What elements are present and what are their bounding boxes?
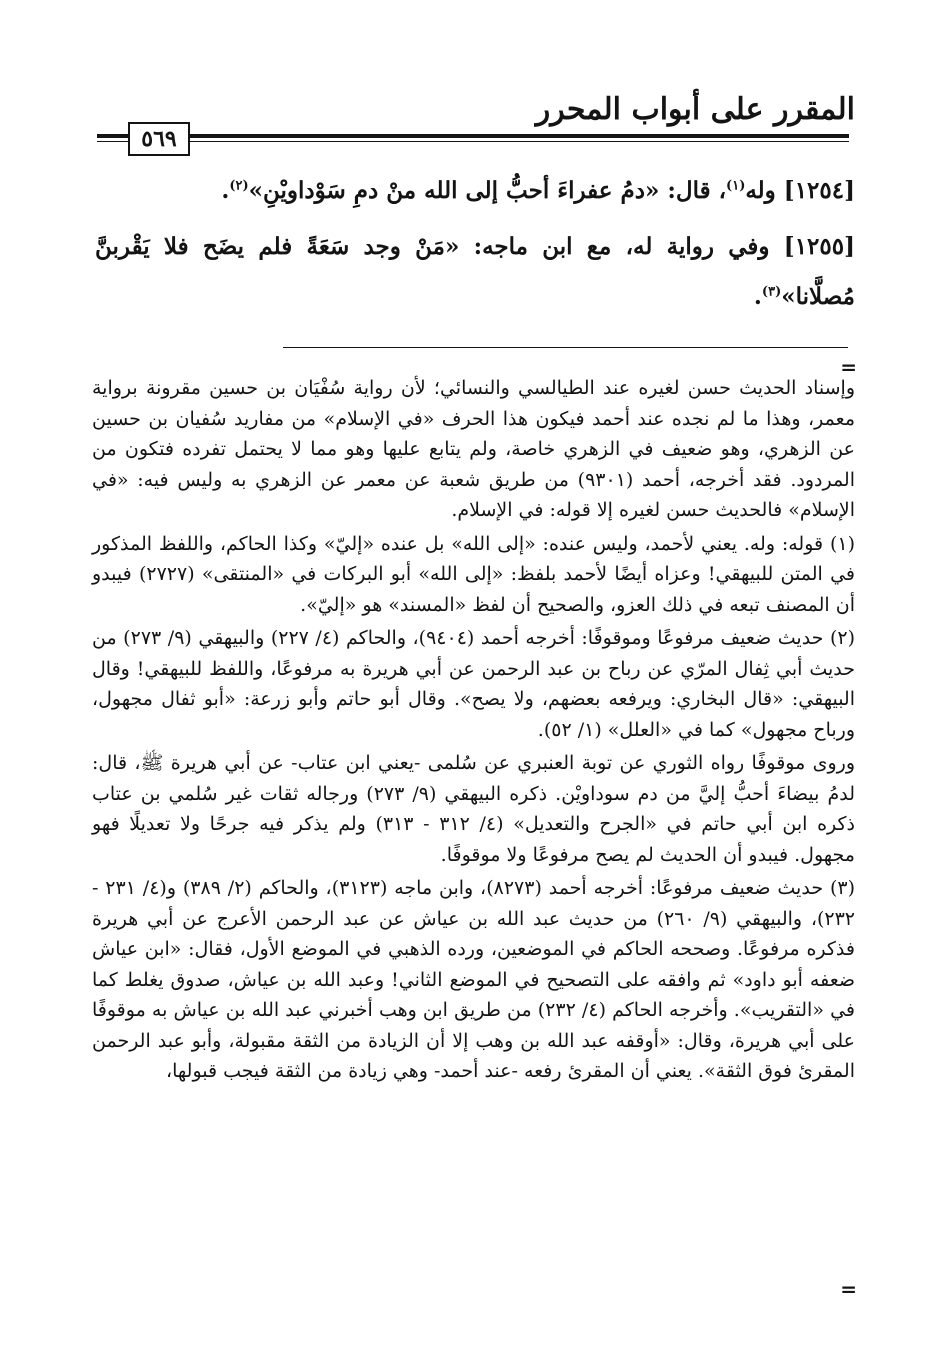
footnote-text: قوله: وله. يعني لأحمد، وليس عنده: «إلى الله» بل عنده «إليّ» وكذا الحاكم، واللفظ المذكور في المتن للبيهقي! وعزاه أيضًا لأحمد بلفظ: «إلى الله» أبو البركات في «المنتقى» (٢٧٢٧) فيبدو أن المصنف تبعه في ذلك العزو، والصحيح أن لفظ «المسند» هو «إليّ».: [92, 532, 855, 616]
page-number: ٥٦٩: [128, 122, 190, 156]
hadith-lead: وله: [745, 177, 784, 204]
hadith-end: .: [221, 177, 230, 204]
continuation-mark: =: [840, 355, 857, 379]
footnote-carryover: وإسناد الحديث حسن لغيره عند الطيالسي والنسائي؛ لأن رواية سُفْيَان بن حسين مقرونة برواية معمر، وهذا ما لم نجده عند أحمد فيكون هذا الحرف «في الإسلام» من مفاريد سُفيان بن حسين عن الزهري، وهو ضعيف في الزهري خاصة، ولم يتابع عليها وهو مما لا يحتمل تفرده فتكون من المردود. فقد أخرجه، أحمد (٩٣٠١) من طريق شعبة عن معمر عن الزهري به وليس فيه: «في الإسلام» فالحديث حسن لغيره إلا قوله: في الإسلام.: [92, 377, 855, 521]
footnote-3: [92, 873, 855, 1087]
hadith-1254: [95, 166, 855, 216]
footnotes: [92, 373, 855, 1090]
hadith-mid: ، قال:: [659, 177, 727, 204]
footnote-ref: (٣): [761, 284, 782, 300]
hadith-1255: [95, 222, 855, 322]
footnote-1: [92, 529, 855, 621]
footnote-text: وروى موقوفًا رواه الثوري عن توبة العنبري عن سُلمى -يعني ابن عتاب- عن أبي هريرة ﷺ، قال: لدمُ بيضاءَ أحبُّ إليَّ من دم سوداويْن. ذكره البيهقي (٩/ ٢٧٣) ورجاله ثقات غير سُلمي بن عتاب ذكره ابن أبي حاتم في «الجرح والتعديل» (٤/ ٣١٢ - ٣١٣) ولم يذكر فيه جرحًا ولا تعديلًا فهو مجهول. فيبدو أن الحديث لم يصح مرفوعًا ولا موقوفًا.: [92, 752, 856, 866]
hadith-quote: «دمُ عفراءَ أحبُّ إلى الله منْ دمِ سَوْداويْنِ»: [248, 177, 660, 204]
header-rule-thick: [97, 134, 849, 138]
running-title: المقرر على أبواب المحرر: [535, 92, 855, 127]
footnote-label: (١): [829, 532, 855, 555]
hadith-quote: «مَنْ وجد سَعَةً فلم يضَح فلا يَقْربنَّ مُصلَّانا»: [95, 233, 855, 310]
hadith-number: [١٢٥٥]: [783, 233, 855, 260]
header-rule-thin: [97, 141, 849, 142]
footnote-2: [92, 623, 855, 745]
main-text: [95, 166, 855, 328]
continuation-mark: =: [840, 1277, 857, 1301]
hadith-number: [١٢٥٤]: [783, 177, 855, 204]
footnote-label: (٣): [829, 877, 855, 899]
footnote-ref: (١): [726, 178, 746, 194]
hadith-lead: وفي رواية له، مع ابن ماجه:: [459, 233, 784, 260]
footnote-separator: [283, 347, 848, 348]
footnote-text: حديث ضعيف مرفوعًا: أخرجه أحمد (٨٢٧٣)، وابن ماجه (٣١٢٣)، والحاكم (٢/ ٣٨٩) و(٤/ ٢٣١ - ٢٣٢)، والبيهقي (٩/ ٢٦٠) من حديث عبد الله بن عياش عن عبد الرحمن الأعرج عن أبي هريرة فذكره مرفوعًا. وصححه الحاكم في الموضعين، ورده الذهبي في الموضع الأول، فقال: «ابن عياش ضعفه أبو داود» ثم وافقه على التصحيح في الموضع الثاني! وعبد الله بن عياش، صدوق يغلط كما في «التقريب». وأخرجه الحاكم (٤/ ٢٣٢) من طريق ابن وهب أخبرني عبد الله بن عياش به موقوفًا على أبي هريرة، وقال: «أوقفه عبد الله بن وهب إلا أن الزيادة من الثقة مقبولة، وأبو عبد الرحمن المقرئ فوق الثقة». يعني أن المقرئ رفعه -عند أحمد- وهي زيادة من الثقة فيجب قبولها،: [92, 877, 856, 1082]
footnote-ref: (٢): [229, 178, 249, 194]
footnote-label: (٢): [829, 627, 856, 649]
footnote-2-continued: [92, 748, 855, 870]
footnote-text: حديث ضعيف مرفوعًا وموقوفًا: أخرجه أحمد (٩٤٠٤)، والحاكم (٤/ ٢٢٧) والبيهقي (٩/ ٢٧٣) من حديث أبي ثِفال المرّي عن رباح بن عبد الرحمن عن أبي هريرة به مرفوعًا، واللفظ للبيهقي! وقال البيهقي: «قال البخاري: ويرفعه بعضهم، ولا يصح». وقال أبو حاتم وأبو زرعة: «أبو ثفال مجهول، ورباح مجهول» كما في «العلل» (١/ ٥٢).: [92, 627, 855, 741]
hadith-end: .: [753, 283, 762, 310]
